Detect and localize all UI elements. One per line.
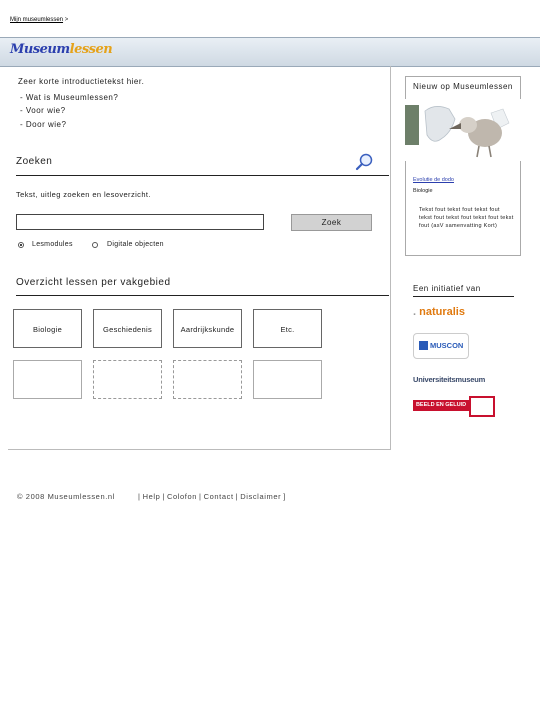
footer-link-help[interactable]: Help: [142, 492, 161, 501]
overview-title: Overzicht lessen per vakgebied: [16, 277, 171, 288]
partner-logo-universiteitsmuseum[interactable]: Universiteitsmuseum: [413, 375, 486, 384]
search-description: Tekst, uitleg zoeken en lesoverzicht.: [16, 190, 151, 199]
link-door-wie[interactable]: - Door wie?: [20, 120, 67, 129]
partner-beeld-en-geluid-text: BEELD EN GELUID: [413, 400, 469, 411]
radio-lesmodules[interactable]: [18, 242, 24, 248]
news-title: Nieuw op Museumlessen: [413, 82, 513, 91]
subject-placeholder: [253, 360, 322, 399]
footer-links: | Help | Colofon | Contact | Disclaimer ]: [138, 492, 286, 501]
breadcrumb: [10, 17, 68, 23]
partner-logo-beeld-en-geluid[interactable]: [413, 396, 493, 415]
link-voor-wie[interactable]: - Voor wie?: [20, 106, 66, 115]
muscon-emblem-icon: [419, 341, 428, 350]
footer-copyright: © 2008 Museumlessen.nl: [17, 492, 115, 501]
dodo-thumbnail[interactable]: [405, 99, 521, 161]
search-button[interactable]: Zoek: [291, 214, 372, 231]
partner-logo-naturalis[interactable]: . naturalis: [413, 306, 465, 318]
footer-link-disclaimer[interactable]: Disclaimer: [240, 492, 282, 501]
overview-divider: [16, 295, 389, 296]
search-divider: [16, 175, 389, 176]
magnifier-icon[interactable]: [355, 153, 373, 171]
footer-link-colofon[interactable]: Colofon: [166, 492, 198, 501]
breadcrumb-link-mijn-museumlessen[interactable]: Mijn museumlessen: [10, 17, 64, 23]
logo-word-museum: Museum: [10, 42, 70, 57]
site-logo[interactable]: [10, 42, 112, 57]
partner-logo-muscon[interactable]: [413, 333, 469, 359]
news-category: Biologie: [413, 188, 433, 194]
initiative-title: Een initiatief van: [413, 284, 481, 293]
subject-etc[interactable]: Etc.: [253, 309, 322, 348]
news-article-link[interactable]: Evolutie de dodo: [413, 177, 454, 183]
search-title: Zoeken: [16, 156, 53, 167]
partner-muscon-text: MUSCON: [430, 341, 464, 350]
beeld-en-geluid-frame-icon: [469, 396, 495, 417]
subject-geschiedenis[interactable]: Geschiedenis: [93, 309, 162, 348]
breadcrumb-separator: >: [64, 17, 69, 23]
subject-aardrijkskunde[interactable]: Aardrijkskunde: [173, 309, 242, 348]
radio-label-digitale-objecten: Digitale objecten: [107, 241, 164, 248]
footer-link-contact[interactable]: Contact: [203, 492, 234, 501]
search-input[interactable]: [16, 214, 264, 230]
initiative-divider: [413, 296, 514, 297]
subject-biologie[interactable]: Biologie: [13, 309, 82, 348]
news-summary: Tekst fout tekst fout tekst fout tekst fout tekst fout tekst fout tekst fout (asV samenvatting Kort): [419, 207, 514, 229]
radio-label-lesmodules: Lesmodules: [32, 241, 73, 248]
subject-placeholder: [173, 360, 242, 399]
subject-placeholder: [13, 360, 82, 399]
radio-digitale-objecten[interactable]: [92, 242, 98, 248]
link-wat-is-museumlessen[interactable]: - Wat is Museumlessen?: [20, 93, 119, 102]
intro-text: Zeer korte introductietekst hier.: [18, 77, 145, 86]
subject-placeholder: [93, 360, 162, 399]
partner-naturalis-text: naturalis: [419, 306, 465, 318]
logo-word-lessen: lessen: [69, 42, 113, 57]
